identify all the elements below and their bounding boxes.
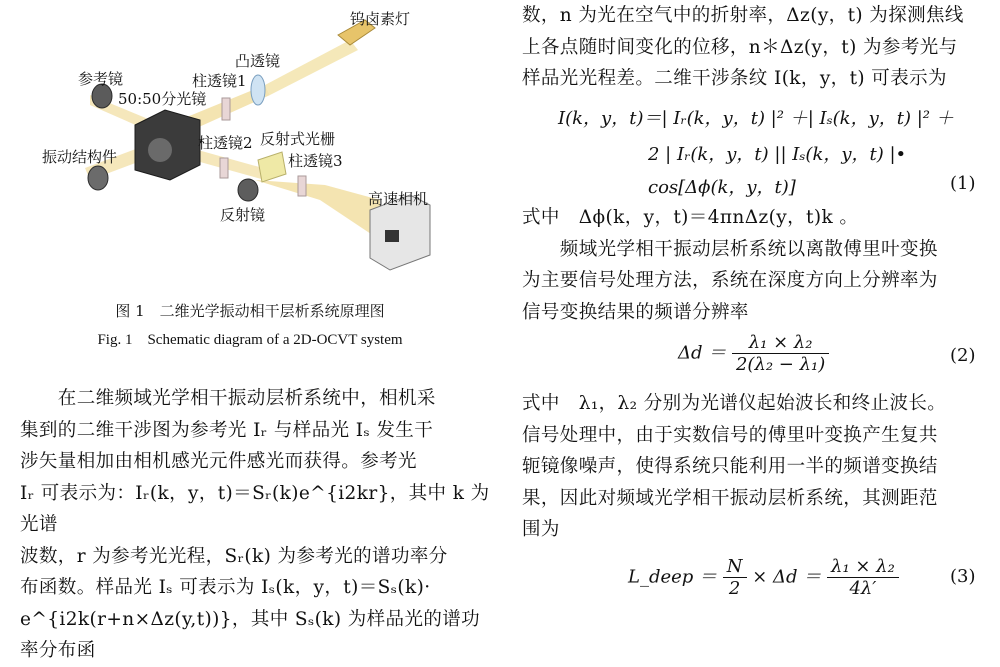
system-schematic-figure: [20, 0, 490, 300]
cyl-lens1-icon: [222, 98, 230, 120]
eq3-lhs: L_deep ＝: [628, 566, 718, 588]
equation-3-number: (3): [950, 566, 976, 587]
label-grating: 反射式光栅: [260, 130, 336, 148]
cyl-lens3-icon: [298, 176, 306, 196]
equation-2-number: (2): [950, 345, 976, 366]
text-line: 集到的二维干涉图为参考光 Iᵣ 与样品光 Iₛ 发生干: [20, 419, 434, 441]
equation-1-number: (1): [950, 173, 976, 194]
eq3-mid: × Δd ＝: [752, 566, 822, 588]
equation-2: [678, 332, 829, 375]
eq2-numerator: λ₁ × λ₂: [732, 332, 829, 354]
right-column: [500, 0, 1000, 624]
label-tungsten-lamp: 钨卤素灯: [350, 10, 411, 28]
convex-lens-icon: [251, 75, 265, 105]
right-paragraph-2: [522, 202, 992, 328]
text-line: 波数，r 为参考光光程，Sᵣ(k) 为参考光的谱功率分: [20, 545, 448, 567]
text-line: e^{i2k(r+n×Δz(y,t))}，其中 Sₛ(k) 为样品光的谱功率分布函: [20, 608, 481, 661]
text-line: 果，因此对频域光学相干振动层析系统，其测距范: [522, 487, 938, 509]
label-cyl-lens3: 柱透镜3: [288, 152, 343, 170]
right-paragraph-3: [522, 388, 992, 546]
right-paragraph-1: [522, 0, 992, 95]
eq2-denominator: 2(λ₂ − λ₁): [735, 354, 826, 375]
text-line: 频域光学相干振动层析系统以离散傅里叶变换: [522, 238, 938, 260]
eq2-fraction: [732, 332, 829, 375]
eq2-lhs: Δd ＝: [678, 342, 727, 364]
eq3-n-fraction: [723, 556, 747, 599]
mirror-icon: [238, 179, 258, 201]
equation-1-line2: 2 | Iᵣ(k，y，t) || Iₛ(k，y，t) |•: [648, 144, 907, 165]
label-mirror: 反射镜: [220, 206, 266, 224]
cyl-lens2-icon: [220, 158, 228, 178]
label-cyl-lens2: 柱透镜2: [198, 134, 253, 152]
figure-caption-en: Fig. 1 Schematic diagram of a 2D-OCVT system: [97, 332, 403, 348]
eq3-numerator: λ₁ × λ₂: [827, 556, 899, 578]
eq3-denominator: 4λ′: [849, 578, 877, 599]
label-beam-splitter: 50:50分光镜: [118, 90, 207, 108]
text-line: 样品光光程差。二维干涉条纹 I(k，y，t) 可表示为: [522, 68, 947, 89]
text-line: 轭镜像噪声，使得系统只能利用一半的频谱变换结: [522, 456, 938, 477]
text-line: 布函数。样品光 Iₛ 可表示为 Iₛ(k，y，t)＝Sₛ(k)·: [20, 577, 431, 598]
figure-caption-cn: 图 1 二维光学振动相干层析系统原理图: [115, 302, 385, 320]
eq3-fraction: [827, 556, 899, 599]
eq3-n-denominator: 2: [728, 578, 741, 599]
grating-icon: [258, 152, 286, 182]
equation-1-line3: cos[Δϕ(k，y，t)]: [648, 177, 796, 198]
text-line: 信号处理中，由于实数信号的傅里叶变换产生复共: [522, 424, 938, 446]
label-convex-lens: 凸透镜: [235, 52, 281, 70]
label-camera: 高速相机: [368, 190, 429, 208]
label-vibration-part: 振动结构件: [42, 148, 118, 166]
text-line: 为主要信号处理方法，系统在深度方向上分辨率为: [522, 270, 938, 291]
text-line: 在二维频域光学相干振动层析系统中，相机采: [20, 388, 436, 409]
beam-splitter-icon: [135, 110, 200, 180]
text-line: 涉矢量相加由相机感光元件感光而获得。参考光: [20, 451, 417, 472]
text-line: 式中 λ₁，λ₂ 分别为光谱仪起始波长和终止波长。: [522, 393, 947, 414]
equation-3: [628, 556, 899, 599]
text-line: 数，n 为光在空气中的折射率，Δz(y，t) 为探测焦线: [522, 5, 964, 26]
eq3-n-numerator: N: [723, 556, 747, 578]
label-reference-mirror: 参考镜: [78, 70, 124, 88]
text-line: 信号变换结果的频谱分辨率: [522, 301, 749, 323]
label-cyl-lens1: 柱透镜1: [192, 72, 247, 90]
text-line: 上各点随时间变化的位移，n＊Δz(y，t) 为参考光与: [522, 36, 958, 58]
schematic-drawing: [20, 0, 490, 290]
text-line: 式中 Δϕ(k，y，t)＝4πnΔz(y，t)k 。: [522, 207, 859, 228]
vibration-part-icon: [88, 166, 108, 190]
text-line: 围为: [522, 519, 560, 540]
equation-1-line1: I(k，y，t)＝| Iᵣ(k，y，t) |² ＋| Iₛ(k，y，t) |² ＋: [558, 108, 954, 129]
left-column: [0, 0, 500, 661]
text-line: Iᵣ 可表示为：Iᵣ(k，y，t)＝Sᵣ(k)e^{i2kr}，其中 k 为光谱: [20, 482, 490, 535]
